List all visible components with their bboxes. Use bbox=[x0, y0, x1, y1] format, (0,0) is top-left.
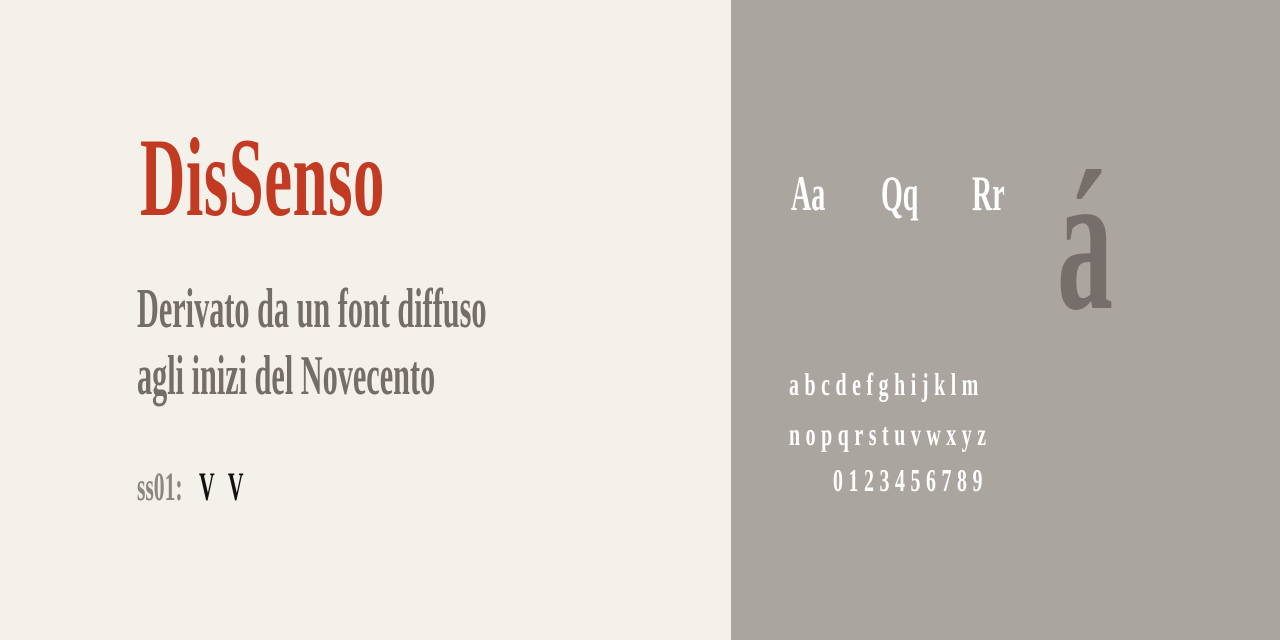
glyph-pair-qq: Qq bbox=[881, 165, 919, 221]
glyph-pair-rr: Rr bbox=[972, 165, 1005, 221]
stylistic-set-glyphs: V V bbox=[199, 464, 248, 509]
specimen-right-panel bbox=[731, 0, 1280, 640]
stylistic-set-label: ss01: bbox=[137, 464, 183, 509]
alphabet-line-2: nopqrstuvwxyz bbox=[789, 416, 992, 452]
font-name-title: DisSenso bbox=[140, 116, 385, 240]
digits-line: 0123456789 bbox=[833, 462, 988, 498]
glyph-pair-aa: Aa bbox=[791, 165, 826, 221]
featured-glyph: á bbox=[1057, 131, 1113, 352]
alphabet-line-1: abcdefghijklm bbox=[789, 366, 984, 402]
tagline-line-1: Derivato da un font diffuso bbox=[137, 278, 487, 340]
stylistic-set-row bbox=[137, 464, 248, 509]
tagline-line-2: agli inizi del Novecento bbox=[137, 345, 436, 407]
